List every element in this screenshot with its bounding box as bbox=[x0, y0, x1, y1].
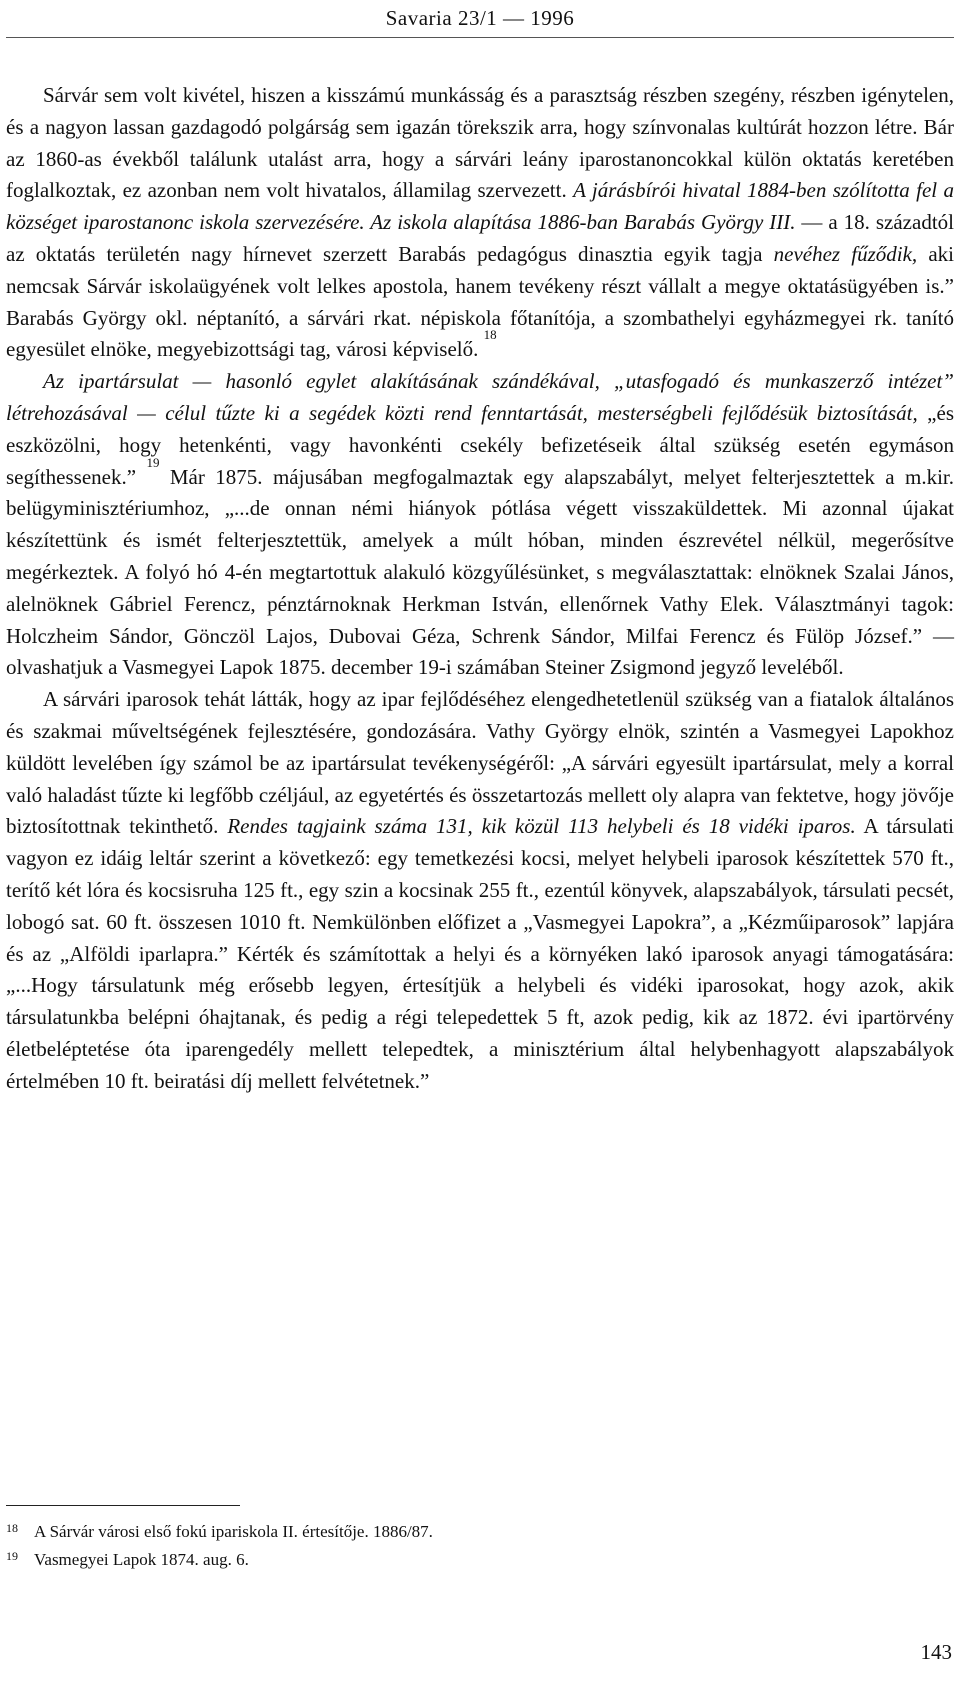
paragraph-3-text-b: A társulati vagyon ez idáig leltár szerint a következő: egy temetkezési kocsi, melyet helybeli iparosok készítettek 570 ft., terítő két lóra és kocsisruha 125 ft., egy szin a kocsinak 255 ft., ezentúl könyvek, alapszabályok, társulati pecsét, lobogó sat. 60 ft. összesen 1010 ft. Nemkülönben előfizet a „Vasmegyei Lapokra”, a „Kézműiparosok” lapjára és az „Alföldi iparlapra.” Kérték és számítottak a helyi és a környéken lakó iparosok anyagi támogatására: „...Hogy társulatunk még erősebb legyen, értesítjük a helybeli és vidéki iparosokat, hogy azok, akik társulatunkba belépni óhajtanak, és pedig a régi telepedettek 5 ft, azok pedig, kik az 1872. évi ipartörvény életbeléptetése óta iparengedély mellett telepedtek, a minisztérium által helybenhagyott alapszabályok értelmében 10 ft. beiratási díj mellett felvétetnek.” bbox=[6, 814, 954, 1093]
footnote-rule bbox=[6, 1505, 240, 1506]
paragraph-1-italic-a: A járásbírói hivatal 1884-ben szólította fel a községet iparostanonc iskola szervezésére. Az iskola alapítása 1886-ban Barabás György III. bbox=[6, 178, 954, 235]
paragraph-1-text-b: — a 18. századtól az oktatás területén nagy hírnevet szerzett Barabás pedagógus dinasztia egyik tagja bbox=[6, 210, 954, 266]
footnote-18 bbox=[6, 1518, 954, 1546]
footnote-text: A Sárvár városi első fokú ipariskola II. értesítője. 1886/87. bbox=[34, 1522, 433, 1541]
footnote-text: Vasmegyei Lapok 1874. aug. 6. bbox=[34, 1550, 249, 1569]
footnote-number: 18 bbox=[6, 1521, 18, 1535]
footnotes bbox=[6, 1518, 954, 1574]
footnote-19 bbox=[6, 1546, 954, 1574]
footnote-number: 19 bbox=[6, 1549, 18, 1563]
paragraph-3-text-a: A sárvári iparosok tehát látták, hogy az ipar fejlődéséhez elengedhetetlenül szükség van a fiatalok általános és szakmai műveltségének fejlesztésére, gondozására. Vathy György elnök, szintén a Vasmegyei Lapokhoz küldött levelében így számol be az ipartársulat tevékenységéről: „A sárvári egyesült ipartársulat, mely a korral való haladást tűzte ki legfőbb czéljául, az egyetértés és összetartozás mellett oly alapra van fektetve, hogy jövője biztosítottnak tekinthető. bbox=[6, 687, 954, 839]
paragraph-1 bbox=[6, 80, 954, 366]
running-header: Savaria 23/1 — 1996 bbox=[385, 6, 575, 30]
paragraph-2-text-a: „és eszközölni, hogy hetenkénti, vagy havonkénti csekély befizetéseik által szükség esetén egymáson segíthessenek.” bbox=[6, 400, 954, 489]
paragraph-2 bbox=[6, 366, 954, 684]
footnote-ref-19[interactable]: 19 bbox=[146, 454, 160, 470]
paragraph-1-italic-b: nevéhez fűződik, bbox=[773, 241, 918, 266]
header-rule bbox=[6, 37, 954, 38]
paragraph-3-italic-a: Rendes tagjaink száma 131, kik közül 113 helybeli és 18 vidéki iparos. bbox=[227, 814, 856, 839]
paragraph-3 bbox=[6, 684, 954, 1097]
page-number: 143 bbox=[920, 1640, 952, 1664]
paragraph-2-text-b: Már 1875. májusában megfogalmaztak egy alapszabályt, melyet felterjesztettek a m.kir. belügyminisztériumhoz, „...de onnan némi hiányok pótlása végett visszaküldettek. Mi azonnal újakat készítettünk és ismét felterjesztettük, amelyek a múlt hóban, minden észrevétel nélkül, megerősítve megérkeztek. A folyó hó 4-én megtartottuk alakuló közgyűlésünket, s megválasztattak: elnöknek Szalai János, alelnöknek Gábriel Ferencz, pénztárnoknak Herkman István, ellenőrnek Vathy Elek. Választmányi tagok: Holczheim Sándor, Gönczöl Lajos, Dubovai Géza, Schrenk Sándor, Milfai Ferencz és Fülöp József.” — olvashatjuk a Vasmegyei Lapok 1875. december 19-i számában Steiner Zsigmond jegyző leveléből. bbox=[6, 464, 955, 680]
paragraph-1-text-a: Sárvár sem volt kivétel, hiszen a kisszámú munkásság és a parasztság részben szegény, részben igénytelen, és a nagyon lassan gazdagodó polgárság sem igazán törekszik arra, hogy színvonalas kultúrát hozzon létre. Bár az 1860-as évekből találunk utalást arra, hogy a sárvári leány iparostanoncokkal külön oktatás keretében foglalkoztak, ez azonban nem volt hivatalos, államilag szervezett. bbox=[6, 83, 954, 203]
paragraph-1-text-c: aki nemcsak Sárvár iskolaügyének volt lelkes apostola, hanem tevékeny részt vállalt a megye oktatásügyében is.” Barabás György okl. néptanító, a sárvári rkat. népiskola főtanítója, a szombathelyi egyházmegyei rk. tanító egyesület elnöke, megyebizottsági tag, városi képviselő. bbox=[6, 241, 954, 362]
paragraph-2-italic-a: Az ipartársulat — hasonló egylet alakításának szándékával, „utasfogadó és munkaszerző intézet” létrehozásával — célul tűzte ki a segédek közti rend fenntartását, mesterségbeli fejlődésük biztosítását, bbox=[6, 369, 954, 425]
footnote-ref-18[interactable]: 18 bbox=[483, 327, 497, 343]
main-text bbox=[6, 80, 954, 1098]
